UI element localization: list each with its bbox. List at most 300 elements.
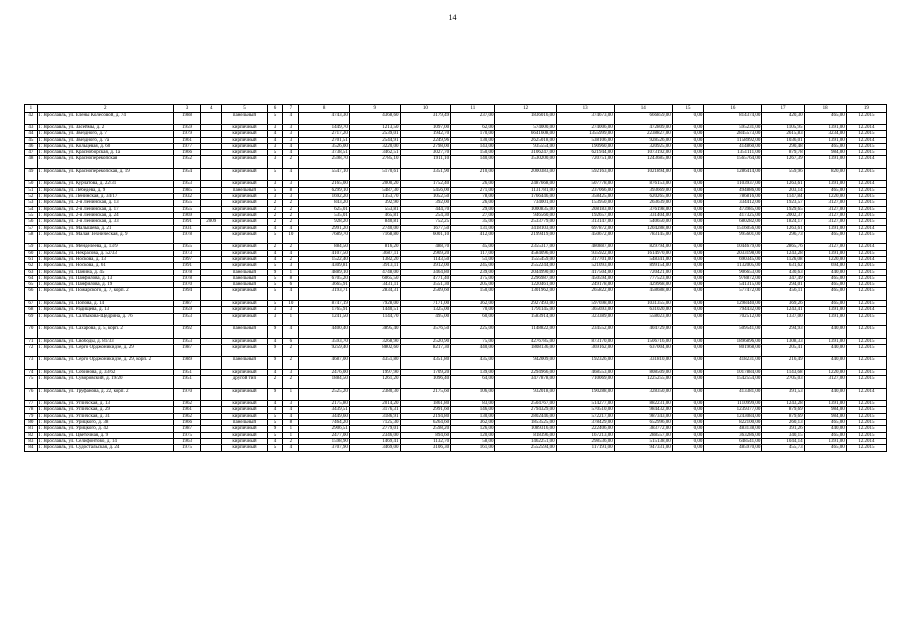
- table-cell: 1614970,00: [614, 250, 672, 256]
- table-cell: 12.2015: [846, 445, 886, 451]
- table-cell: Г. Ярославль, ул. Угличская, д. 13: [37, 401, 173, 407]
- table-cell: 0,00: [672, 300, 704, 306]
- table-cell: 2002,37: [762, 212, 804, 218]
- table-cell: кирпичный: [222, 445, 267, 451]
- table-cell: Г. Ярославль, ул. Серго Орджоникидзе, д. 29, корп. 2: [37, 357, 173, 370]
- table-cell: 0,00: [672, 168, 704, 181]
- table-cell: 906653,00: [704, 269, 762, 275]
- table-cell: 465,00: [804, 143, 846, 149]
- table-cell: 2991,60: [400, 407, 451, 413]
- table-cell: 1110999,00: [704, 401, 762, 407]
- table-cell: 26,00: [451, 200, 495, 206]
- table-cell: 472809,00: [614, 125, 672, 131]
- table-cell: 106,00: [451, 388, 495, 401]
- table-cell: 234552,00: [556, 326, 614, 339]
- table-cell: 666859,00: [614, 112, 672, 125]
- table-cell: 6299,10: [299, 187, 350, 193]
- table-cell: 4351,80: [400, 357, 451, 370]
- table-cell: 4276785,00: [495, 338, 556, 344]
- table-cell: кирпичный: [222, 401, 267, 407]
- table-cell: 2615,83: [762, 131, 804, 137]
- table-cell: другой тип: [222, 376, 267, 389]
- table-cell: 1204288,00: [614, 225, 672, 231]
- table-cell: 4: [267, 250, 283, 256]
- table-cell: 1126,08: [762, 256, 804, 262]
- table-cell: кирпичный: [222, 150, 267, 156]
- table-cell: 465,00: [804, 282, 846, 288]
- table-cell: 294,01: [762, 282, 804, 288]
- table-cell: 7125,30: [349, 420, 400, 426]
- table-cell: 1978: [173, 275, 200, 281]
- table-cell: 2: [283, 244, 299, 250]
- table-cell: 294,93: [762, 326, 804, 339]
- table-cell: 3127,00: [804, 200, 846, 206]
- table-cell: 1985: [173, 187, 200, 193]
- table-cell: 0,00: [672, 131, 704, 137]
- table-cell: 440,00: [804, 388, 846, 401]
- table-cell: 2701,51: [299, 137, 350, 143]
- table-cell: 0,00: [672, 212, 704, 218]
- table-cell: 2598,70: [299, 156, 350, 169]
- table-cell: кирпичный: [222, 168, 267, 181]
- table-cell: 8802,60: [349, 344, 400, 357]
- table-cell: 1987: [173, 344, 200, 357]
- table-cell: 3895,40: [349, 326, 400, 339]
- table-cell: 412,00: [451, 231, 495, 244]
- table-cell: 2: [283, 256, 299, 262]
- table-cell: кирпичный: [222, 313, 267, 326]
- column-number-header: 18: [804, 105, 846, 113]
- table-cell: 75: [25, 376, 38, 389]
- table-cell: 1325,00: [400, 307, 451, 313]
- table-cell: 2: [267, 206, 283, 212]
- table-cell: 120,00: [451, 432, 495, 438]
- table-cell: кирпичный: [222, 244, 267, 250]
- table-cell: 4748,00: [349, 269, 400, 275]
- table-cell: Г. Ярославль, ул. Носкова, д. 13: [37, 256, 173, 262]
- table-cell: 3: [267, 143, 283, 149]
- table-cell: Г. Ярославль, ул. Засеймы, д. 2: [37, 125, 173, 131]
- table-cell: 794432,00: [704, 307, 762, 313]
- table-cell: 50: [25, 181, 38, 187]
- table-cell: 1975: [173, 445, 200, 451]
- table-cell: Г. Ярославль, ул. Менделеева, д. 13/9: [37, 244, 173, 250]
- table-cell: 1337,00: [762, 313, 804, 326]
- page-number: 14: [448, 13, 457, 22]
- table-cell: 473985,00: [704, 206, 762, 212]
- table-cell: 1263,61: [762, 181, 804, 187]
- table-cell: 12.2015: [846, 300, 886, 306]
- table-cell: 376198,00: [614, 206, 672, 212]
- table-cell: 1308,33: [762, 338, 804, 344]
- table-cell: 63: [25, 269, 38, 275]
- table-cell: 56: [25, 219, 38, 225]
- table-cell: 574000,00: [495, 125, 556, 131]
- table-cell: 12.2015: [846, 131, 886, 137]
- table-cell: Г. Ярославль, ул. 2-я Ленинская, д. 17: [37, 206, 173, 212]
- table-cell: 1105,95: [762, 125, 804, 131]
- table-cell: 1836016,00: [495, 112, 556, 125]
- table-cell: 2834,31: [349, 288, 400, 301]
- table-cell: 222406,00: [556, 426, 614, 432]
- table-cell: 1988: [173, 112, 200, 125]
- table-cell: 51,00: [451, 256, 495, 262]
- table-cell: 1243,28: [762, 401, 804, 407]
- table-cell: 3551,30: [400, 282, 451, 288]
- table-cell: кирпичный: [222, 131, 267, 137]
- table-cell: 720421,00: [614, 269, 672, 275]
- table-cell: 9: [267, 357, 283, 370]
- table-cell: кирпичный: [222, 200, 267, 206]
- table-cell: 80: [25, 420, 38, 426]
- table-cell: 1951: [173, 376, 200, 389]
- table-cell: 1449,70: [299, 125, 350, 131]
- table-cell: 1263,61: [762, 225, 804, 231]
- table-cell: Г. Ярославль, ул. 2-я Ленинская, д. 24: [37, 212, 173, 218]
- table-cell: 521093,00: [556, 263, 614, 269]
- table-cell: 6065,50: [349, 275, 400, 281]
- table-cell: 1391,00: [804, 125, 846, 131]
- table-cell: 3: [267, 194, 283, 200]
- table-cell: 8: [283, 275, 299, 281]
- table-cell: 1132005,00: [704, 263, 762, 269]
- table-cell: 0,00: [672, 244, 704, 250]
- table-cell: 84: [25, 445, 38, 451]
- column-number-header: 4: [201, 105, 222, 113]
- table-cell: 4: [283, 445, 299, 451]
- table-cell: 1: [283, 426, 299, 432]
- table-cell: 1954: [173, 168, 200, 181]
- table-cell: 12.2015: [846, 219, 886, 225]
- column-number-header: 11: [451, 105, 495, 113]
- table-cell: 1143,50: [400, 256, 451, 262]
- table-cell: 1243,28: [762, 250, 804, 256]
- table-cell: 5: [267, 288, 283, 301]
- table-cell: 5: [267, 231, 283, 244]
- table-cell: 1017884,00: [704, 369, 762, 375]
- table-cell: 76: [25, 388, 38, 401]
- table-cell: 378429,00: [556, 420, 614, 426]
- table-cell: 320925,00: [614, 143, 672, 149]
- table-cell: 375,00: [451, 275, 495, 281]
- table-cell: 3: [283, 263, 299, 269]
- table-cell: 3: [267, 307, 283, 313]
- table-cell: 153950,00: [556, 200, 614, 206]
- table-cell: 2533779,00: [495, 219, 556, 225]
- table-cell: 0,00: [672, 231, 704, 244]
- table-cell: 1598,90: [299, 438, 350, 444]
- table-cell: 265822,00: [556, 288, 614, 301]
- table-cell: 1213,50: [349, 125, 400, 131]
- table-cell: 485970,00: [704, 445, 762, 451]
- table-cell: 1989: [173, 357, 200, 370]
- table-cell: 1583914,00: [495, 313, 556, 326]
- table-cell: 2785,10: [349, 156, 400, 169]
- table-cell: кирпичный: [222, 307, 267, 313]
- table-cell: 210,00: [451, 168, 495, 181]
- table-cell: 2798,00: [400, 143, 451, 149]
- table-cell: кирпичный: [222, 256, 267, 262]
- table-cell: 1955: [173, 206, 200, 212]
- table-cell: 2477,00: [299, 432, 350, 438]
- table-cell: 1044,14: [762, 438, 804, 444]
- table-cell: 205,00: [451, 282, 495, 288]
- column-number-header: 6: [267, 105, 283, 113]
- table-cell: 35,00: [451, 219, 495, 225]
- table-cell: 5: [267, 263, 283, 269]
- table-cell: 358425,00: [556, 194, 614, 200]
- table-cell: 10: [283, 231, 299, 244]
- table-cell: 1962: [173, 401, 200, 407]
- table-cell: 1391,00: [804, 313, 846, 326]
- table-cell: 0,00: [672, 250, 704, 256]
- table-cell: 1: [283, 388, 299, 401]
- table-cell: кирпичный: [222, 388, 267, 401]
- table-cell: 0,00: [672, 219, 704, 225]
- table-cell: 66: [25, 288, 38, 301]
- table-cell: Г. Ярославль, ул. Звёздного, д. 7: [37, 131, 173, 137]
- table-cell: 786816,00: [704, 194, 762, 200]
- table-cell: [201, 168, 222, 181]
- table-cell: [201, 344, 222, 357]
- table-cell: 1239377,00: [704, 407, 762, 413]
- table-cell: 932018,00: [495, 388, 556, 401]
- table-cell: 752,25: [400, 219, 451, 225]
- table-cell: 3: [283, 181, 299, 187]
- table-cell: 146,00: [451, 407, 495, 413]
- table-cell: 2175,60: [400, 388, 451, 401]
- table-cell: 440,00: [804, 344, 846, 357]
- column-number-header: 5: [222, 105, 267, 113]
- table-cell: 984,00: [804, 150, 846, 156]
- table-cell: 1143,68: [762, 369, 804, 375]
- table-cell: 150,00: [451, 150, 495, 156]
- table-cell: 465,00: [804, 432, 846, 438]
- table-cell: 1987: [173, 426, 200, 432]
- table-cell: 9: [267, 344, 283, 357]
- table-cell: 27,00: [451, 212, 495, 218]
- table-cell: 2525,20: [299, 388, 350, 401]
- table-cell: 12.2015: [846, 112, 886, 125]
- table-cell: 2598,20: [400, 426, 451, 432]
- table-cell: 882231,00: [614, 401, 672, 407]
- table-cell: 1991: [173, 263, 200, 269]
- table-cell: 208183,00: [556, 206, 614, 212]
- table-row: [25, 231, 887, 244]
- table-cell: 1752,40: [400, 181, 451, 187]
- table-cell: 652996,00: [614, 420, 672, 426]
- table-cell: 5: [267, 413, 283, 419]
- table-cell: 1391,00: [804, 181, 846, 187]
- table-cell: 72: [25, 344, 38, 357]
- table-cell: 1103937,00: [704, 181, 762, 187]
- table-cell: 62: [25, 263, 38, 269]
- table-cell: 465,00: [804, 288, 846, 301]
- table-cell: 2014,20: [349, 401, 400, 407]
- table-cell: Г. Ярославль, ул. Попова, д. 14: [37, 300, 173, 306]
- table-cell: 78,00: [451, 194, 495, 200]
- table-cell: 558023,00: [614, 313, 672, 326]
- table-cell: кирпичный: [222, 143, 267, 149]
- table-cell: 1391,00: [804, 225, 846, 231]
- table-cell: 1147,84: [762, 194, 804, 200]
- table-cell: 480887,00: [556, 244, 614, 250]
- table-cell: 884,50: [299, 244, 350, 250]
- table-cell: Г. Ярославль, ул. 3-я Ленинская, д. 33: [37, 219, 173, 225]
- table-cell: 1052,50: [400, 194, 451, 200]
- table-cell: 43: [25, 125, 38, 131]
- table-cell: 1953: [173, 313, 200, 326]
- table-cell: 1555459,00: [495, 256, 556, 262]
- table-row: [25, 445, 887, 451]
- table-cell: 130,00: [451, 137, 495, 143]
- table-cell: 2: [283, 156, 299, 169]
- table-cell: 12.2015: [846, 212, 886, 218]
- table-cell: 690345,00: [704, 256, 762, 262]
- table-cell: 5: [267, 168, 283, 181]
- table-cell: 2504767,00: [495, 401, 556, 407]
- table-cell: 1824,17: [762, 219, 804, 225]
- column-number-header: 19: [846, 105, 886, 113]
- table-cell: 1391,00: [804, 250, 846, 256]
- table-cell: 190960,00: [556, 143, 614, 149]
- table-cell: 1391,00: [804, 156, 846, 169]
- table-cell: 417325,00: [704, 212, 762, 218]
- table-cell: 0,00: [672, 288, 704, 301]
- table-cell: 3: [283, 137, 299, 143]
- table-cell: 12.2015: [846, 420, 886, 426]
- table-cell: кирпичный: [222, 263, 267, 269]
- table-cell: 274006,00: [556, 125, 614, 131]
- table-cell: 4: [267, 369, 283, 375]
- table-cell: 2: [267, 212, 283, 218]
- table-cell: Г. Ярославль, ул. Цветочная, д. 9: [37, 432, 173, 438]
- table-cell: 4: [283, 288, 299, 301]
- table-cell: 4: [283, 143, 299, 149]
- table-cell: Г. Ярославль, ул. Судостальская, д. 24: [37, 445, 173, 451]
- table-cell: 4309,81: [299, 263, 350, 269]
- table-cell: 60: [25, 250, 38, 256]
- table-cell: 1853525,00: [495, 420, 556, 426]
- table-cell: 12.2015: [846, 200, 886, 206]
- table-cell: 6001,10: [400, 231, 451, 244]
- table-cell: 946560,00: [495, 212, 556, 218]
- table-cell: 0,00: [672, 256, 704, 262]
- table-cell: 1132,70: [400, 438, 451, 444]
- table-cell: 420,30: [762, 112, 804, 125]
- table-cell: 65: [25, 282, 38, 288]
- table-cell: 170,00: [451, 131, 495, 137]
- table-cell: 548341,00: [614, 256, 672, 262]
- table-cell: 2194,80: [400, 413, 451, 419]
- table-cell: [201, 326, 222, 339]
- table-cell: 1261,20: [349, 376, 400, 389]
- column-number-header: 16: [704, 105, 762, 113]
- table-cell: кирпичный: [222, 137, 267, 143]
- column-number-header: 13: [556, 105, 614, 113]
- table-cell: 995601,00: [704, 231, 762, 244]
- table-cell: Г. Ярославль, ул. Салтыкова-Щедрина, д. 76: [37, 313, 173, 326]
- table-cell: 317701,00: [556, 256, 614, 262]
- table-cell: 440,00: [804, 357, 846, 370]
- table-cell: 67: [25, 300, 38, 306]
- table-cell: 3: [267, 125, 283, 131]
- table-cell: Г. Ярославль, ул. Носкова, д. 61: [37, 263, 173, 269]
- table-cell: 879,69: [762, 413, 804, 419]
- table-cell: 3127,00: [804, 219, 846, 225]
- table-cell: 4: [267, 438, 283, 444]
- table-cell: [201, 445, 222, 451]
- table-cell: 5170,61: [349, 168, 400, 181]
- table-cell: 2991,20: [299, 225, 350, 231]
- table-cell: 1966: [173, 150, 200, 156]
- table-cell: 369162,00: [556, 344, 614, 357]
- table-cell: 2705,03: [762, 376, 804, 389]
- table-cell: 1351111,00: [704, 150, 762, 156]
- table-cell: 347,49: [762, 275, 804, 281]
- table-cell: 203,14: [762, 187, 804, 193]
- table-cell: 1808136,00: [495, 344, 556, 357]
- table-cell: 440,00: [804, 326, 846, 339]
- table-cell: 4368,60: [349, 112, 400, 125]
- table-cell: 495,00: [400, 313, 451, 326]
- table-cell: 1220,00: [804, 194, 846, 200]
- table-cell: 298536,00: [556, 438, 614, 444]
- table-cell: кирпичный: [222, 338, 267, 344]
- table-cell: 3431,11: [349, 282, 400, 288]
- column-number-header: 15: [672, 105, 704, 113]
- table-cell: 1970: [173, 282, 200, 288]
- table-cell: кирпичный: [222, 219, 267, 225]
- table-cell: 12.2014: [846, 438, 886, 444]
- table-cell: 2906,51: [299, 426, 350, 432]
- table-cell: 2199419,00: [495, 231, 556, 244]
- table-cell: 5: [267, 112, 283, 125]
- table-cell: 3: [283, 401, 299, 407]
- table-cell: 1963: [173, 438, 200, 444]
- table-cell: 2238827,00: [614, 131, 672, 137]
- table-cell: 8: [283, 420, 299, 426]
- table-cell: 4: [283, 168, 299, 181]
- table-cell: 6: [283, 282, 299, 288]
- table-cell: 2: [267, 244, 283, 250]
- table-cell: 2969,20: [400, 250, 451, 256]
- table-cell: 12.2015: [846, 401, 886, 407]
- table-cell: 535,01: [299, 212, 350, 218]
- column-number-header: 7: [283, 105, 299, 113]
- table-cell: 4351,80: [349, 357, 400, 370]
- table-row: [25, 168, 887, 181]
- table-cell: 2544,91: [349, 137, 400, 143]
- table-cell: кирпичный: [222, 288, 267, 301]
- table-cell: 4: [283, 413, 299, 419]
- table-cell: 2033198,00: [704, 250, 762, 256]
- table-cell: 61: [25, 256, 38, 262]
- table-cell: 2044990,00: [495, 269, 556, 275]
- table-cell: 0,00: [672, 143, 704, 149]
- table-cell: Г. Ярославль, ул. Селифонтово, д. 14: [37, 438, 173, 444]
- table-cell: 538106,00: [556, 137, 614, 143]
- table-cell: 46: [25, 143, 38, 149]
- table-cell: 1952: [173, 156, 200, 169]
- table-cell: 58: [25, 231, 38, 244]
- table-cell: 392,00: [400, 200, 451, 206]
- table-cell: 139,00: [451, 369, 495, 375]
- table-cell: 323389,00: [556, 313, 614, 326]
- table-cell: 404729,00: [614, 326, 672, 339]
- table-cell: 1469,41: [349, 438, 400, 444]
- table-cell: 3268,90: [349, 338, 400, 344]
